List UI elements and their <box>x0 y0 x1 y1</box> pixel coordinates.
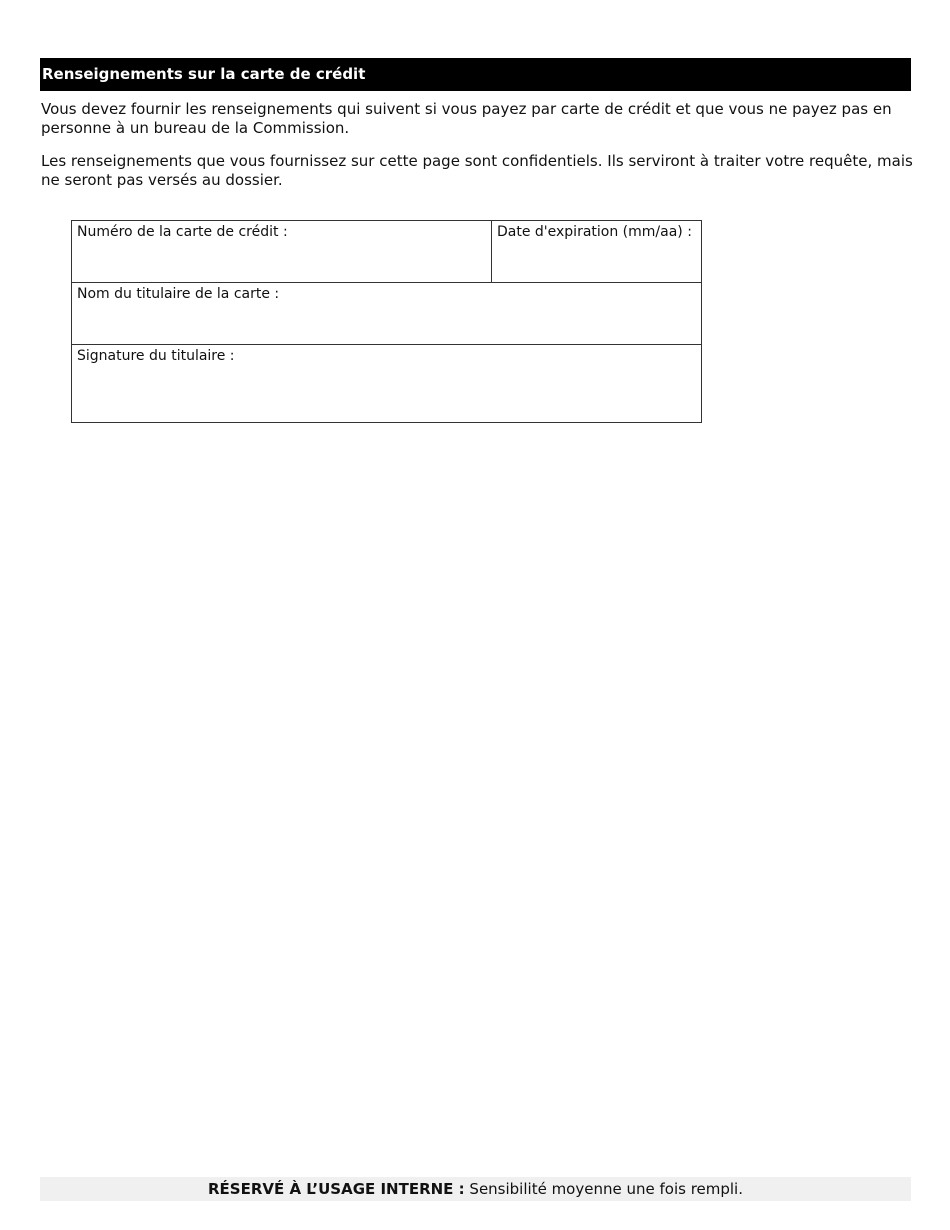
expiry-date-label: Date d'expiration (mm/aa) : <box>497 224 692 240</box>
footer-label: RÉSERVÉ À L’USAGE INTERNE : <box>207 1180 465 1198</box>
footer-text: Sensibilité moyenne une fois rempli. <box>464 1180 743 1198</box>
signature-cell[interactable] <box>72 345 702 423</box>
internal-use-footer <box>40 1177 911 1201</box>
expiry-date-field[interactable] <box>497 247 700 279</box>
expiry-date-cell[interactable] <box>492 221 702 283</box>
cardholder-name-label: Nom du titulaire de la carte : <box>77 286 280 302</box>
cardholder-name-cell[interactable] <box>72 283 702 345</box>
credit-card-form-table <box>71 220 702 423</box>
signature-label: Signature du titulaire : <box>77 348 235 364</box>
intro-paragraph: Vous devez fournir les renseignements qui suivent si vous payez par carte de crédit et que vous ne payez pas en personne à un bureau de la Commission. <box>41 100 892 137</box>
card-number-label: Numéro de la carte de crédit : <box>77 224 288 240</box>
cardholder-name-field[interactable] <box>77 309 700 341</box>
card-number-field[interactable] <box>77 247 490 279</box>
confidentiality-paragraph: Les renseignements que vous fournissez sur cette page sont confidentiels. Ils serviront à traiter votre requête, mais ne seront pas versés au dossier. <box>41 152 913 189</box>
signature-field[interactable] <box>77 371 700 419</box>
card-number-cell[interactable] <box>72 221 492 283</box>
section-title: Renseignements sur la carte de crédit <box>40 58 911 91</box>
